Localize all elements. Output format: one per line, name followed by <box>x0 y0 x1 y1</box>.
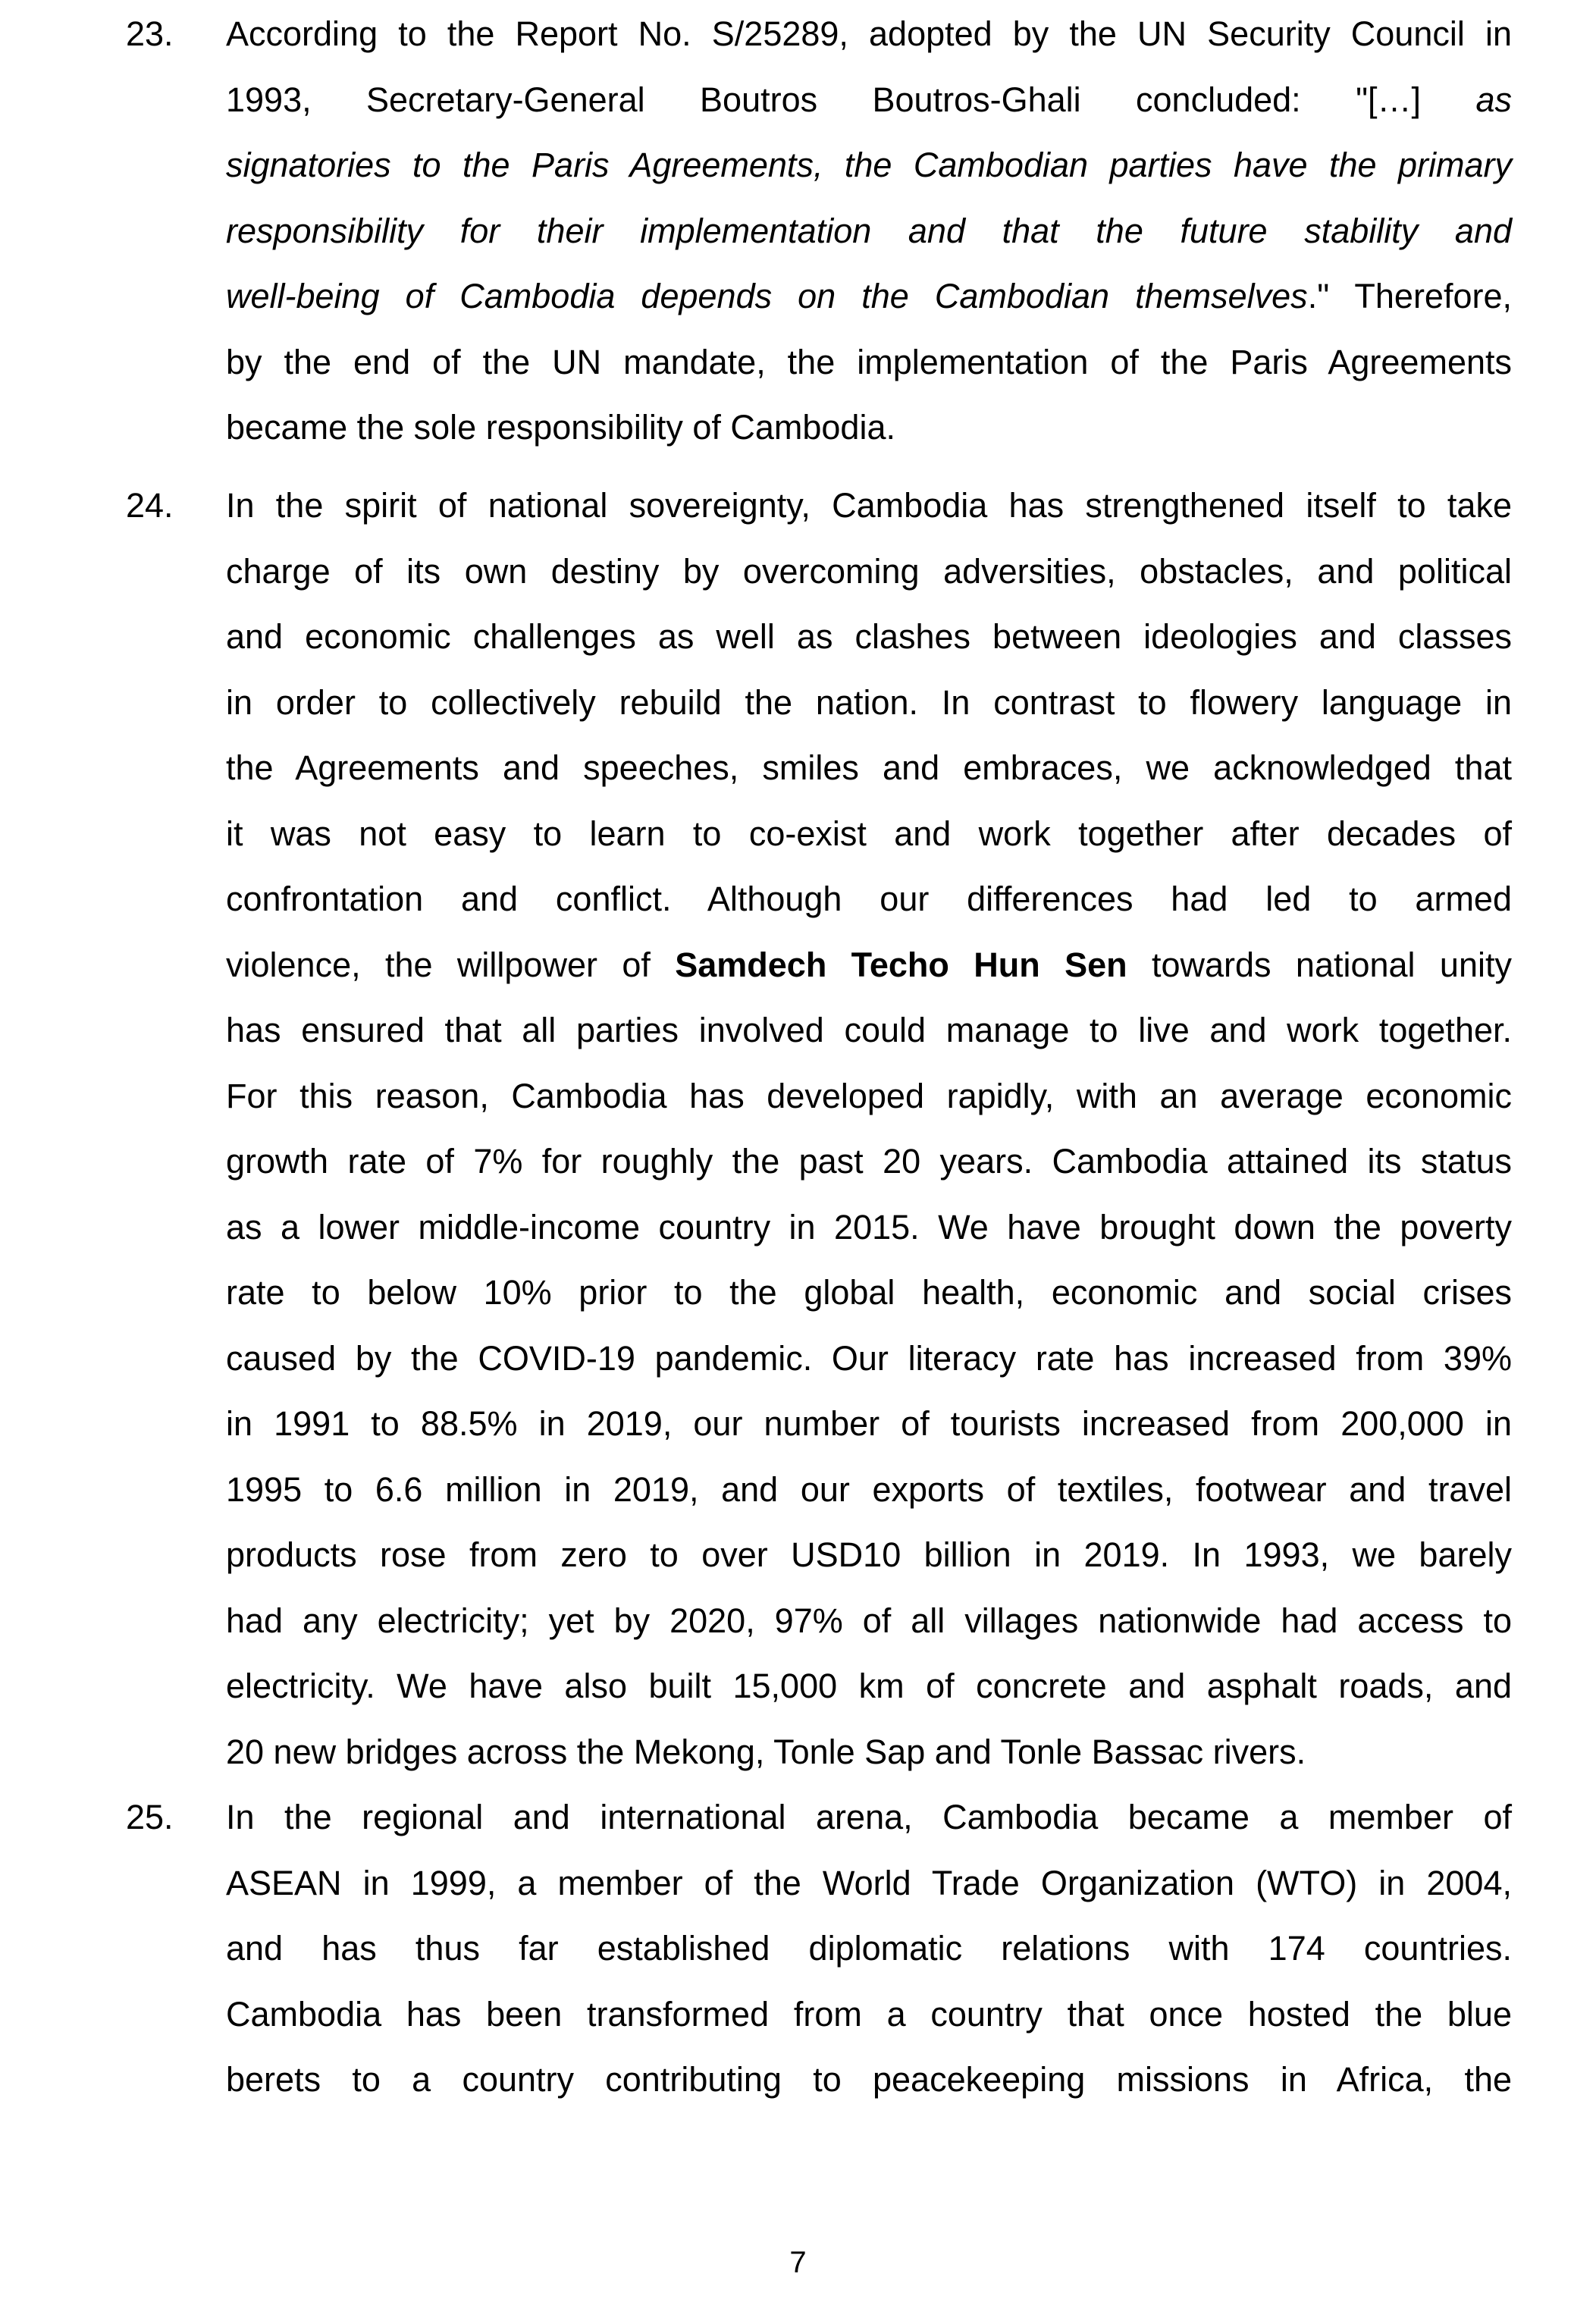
text-line: well-being of Cambodia depends on the Cambodian themselves." Therefore, <box>226 277 1513 315</box>
paragraph-text <box>226 2 1512 461</box>
italic-text-line: responsibility for their implementation and that the future stability and <box>226 211 1512 250</box>
text-line: In the spirit of national sovereignty, Cambodia has strengthened itself to take <box>226 486 1512 525</box>
text-line: and has thus far established diplomatic relations with 174 countries. <box>226 1929 1512 1968</box>
text-line: had any electricity; yet by 2020, 97% of all villages nationwide had access to <box>226 1601 1512 1640</box>
text-line: by the end of the UN mandate, the implementation of the Paris Agreements <box>226 342 1512 381</box>
text-line: the Agreements and speeches, smiles and embraces, we acknowledged that <box>226 748 1512 787</box>
text-line: caused by the COVID-19 pandemic. Our literacy rate has increased from 39% <box>226 1338 1512 1378</box>
italic-text: as <box>1475 80 1512 119</box>
text-line: Cambodia has been transformed from a country that once hosted the blue <box>226 1994 1512 2034</box>
text-line: charge of its own destiny by overcoming adversities, obstacles, and political <box>226 551 1512 591</box>
text-line: in 1991 to 88.5% in 2019, our number of tourists increased from 200,000 in <box>226 1404 1512 1443</box>
text-line: For this reason, Cambodia has developed rapidly, with an average economic <box>226 1076 1512 1115</box>
text-line: became the sole responsibility of Cambodia. <box>226 408 895 447</box>
paragraph-number: 23. <box>126 14 174 53</box>
text-line: as a lower middle-income country in 2015. We have brought down the poverty <box>226 1207 1512 1247</box>
page-number: 7 <box>789 2246 807 2279</box>
text-line: 1995 to 6.6 million in 2019, and our exports of textiles, footwear and travel <box>226 1469 1512 1509</box>
italic-text-line: signatories to the Paris Agreements, the Cambodian parties have the primary <box>226 146 1512 184</box>
text-line: In the regional and international arena, Cambodia became a member of <box>226 1798 1512 1836</box>
text-line: has ensured that all parties involved could manage to live and work together. <box>226 1011 1512 1049</box>
paragraph-text <box>226 473 1512 1785</box>
text-line: ASEAN in 1999, a member of the World Trade Organization (WTO) in 2004, <box>226 1863 1512 1902</box>
text-line: confrontation and conflict. Although our differences had led to armed <box>226 880 1512 918</box>
text-line: it was not easy to learn to co-exist and work together after decades of <box>226 814 1512 853</box>
bold-name: Samdech Techo Hun Sen <box>675 945 1127 984</box>
text-line: growth rate of 7% for roughly the past 20 years. Cambodia attained its status <box>226 1142 1512 1181</box>
text-line: 20 new bridges across the Mekong, Tonle Sap and Tonle Bassac rivers. <box>226 1732 1306 1771</box>
paragraph-number: 24. <box>126 486 174 525</box>
paragraph-number: 25. <box>126 1798 174 1836</box>
italic-text: well-being of Cambodia depends on the Cambodian themselves <box>226 277 1308 315</box>
text-line: products rose from zero to over USD10 billion in 2019. In 1993, we barely <box>226 1535 1512 1574</box>
text-line: According to the Report No. S/25289, adopted by the UN Security Council in <box>226 14 1512 53</box>
text-line: rate to below 10% prior to the global health, economic and social crises <box>226 1273 1512 1312</box>
text-line: and economic challenges as well as clashes between ideologies and classes <box>226 617 1512 656</box>
text-line: electricity. We have also built 15,000 km of concrete and asphalt roads, and <box>226 1667 1512 1705</box>
text-line: violence, the willpower of Samdech Techo Hun Sen towards national unity <box>226 945 1512 984</box>
text-line: in order to collectively rebuild the nation. In contrast to flowery language in <box>226 682 1512 722</box>
paragraph-text <box>226 1785 1512 2113</box>
text-line: berets to a country contributing to peacekeeping missions in Africa, the <box>226 2060 1512 2099</box>
text-line: 1993, Secretary-General Boutros Boutros-Ghali concluded: "[…] as <box>226 80 1512 119</box>
